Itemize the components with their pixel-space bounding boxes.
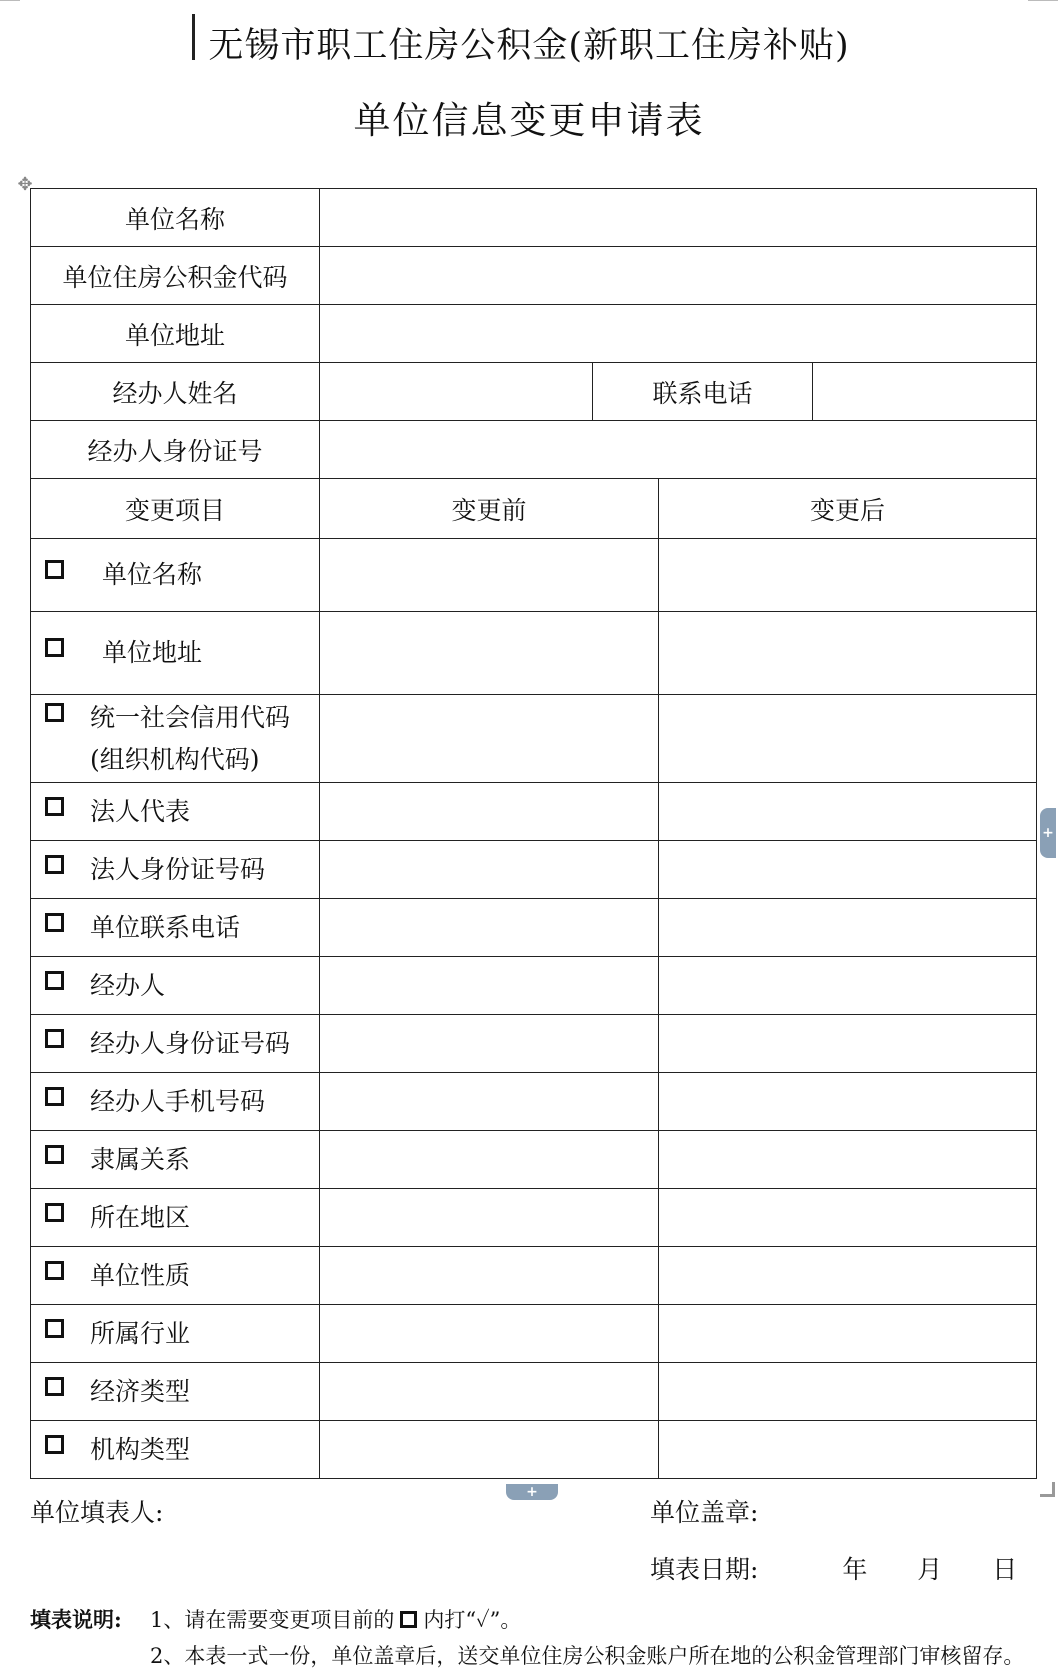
before-field[interactable]	[320, 612, 659, 695]
notes-heading: 填表说明:	[30, 1607, 122, 1632]
before-field[interactable]	[320, 899, 659, 957]
checkbox[interactable]	[45, 1261, 64, 1280]
change-row	[31, 539, 1037, 612]
before-field[interactable]	[320, 783, 659, 841]
after-field[interactable]	[659, 783, 1037, 841]
change-item-cell: 单位性质	[31, 1247, 320, 1305]
change-item-cell: 隶属关系	[31, 1131, 320, 1189]
unit-name-field[interactable]	[320, 189, 1037, 247]
agent-id-label: 经办人身份证号	[31, 421, 320, 479]
checkbox[interactable]	[45, 797, 64, 816]
add-column-button[interactable]: +	[1040, 808, 1056, 858]
after-field[interactable]	[659, 695, 1037, 783]
after-field[interactable]	[659, 1015, 1037, 1073]
row-unit-address	[31, 305, 1037, 363]
change-item-cell: 所属行业	[31, 1305, 320, 1363]
checkbox[interactable]	[45, 1203, 64, 1222]
checkbox[interactable]	[45, 560, 64, 579]
before-field[interactable]	[320, 1131, 659, 1189]
month-label: 月	[917, 1555, 943, 1584]
page-corner-mark-left	[0, 0, 20, 1]
note-2: 2、本表一式一份，单位盖章后，送交单位住房公积金账户所在地的公积金管理部门审核留存。	[150, 1644, 1025, 1668]
after-field[interactable]	[659, 841, 1037, 899]
after-field[interactable]	[659, 539, 1037, 612]
before-field[interactable]	[320, 1015, 659, 1073]
before-field[interactable]	[320, 841, 659, 899]
after-field[interactable]	[659, 899, 1037, 957]
before-field[interactable]	[320, 957, 659, 1015]
document-title: 无锡市职工住房公积金(新职工住房补贴)	[208, 26, 850, 66]
checkbox[interactable]	[45, 638, 64, 657]
agent-name-field[interactable]	[320, 363, 593, 421]
after-field[interactable]	[659, 1421, 1037, 1479]
agent-id-field[interactable]	[320, 421, 1037, 479]
checkbox[interactable]	[45, 1319, 64, 1338]
agent-name-label: 经办人姓名	[31, 363, 320, 421]
after-field[interactable]	[659, 1131, 1037, 1189]
change-item-cell: 经济类型	[31, 1363, 320, 1421]
unit-seal-label: 单位盖章:	[650, 1498, 759, 1527]
checkbox[interactable]	[45, 1377, 64, 1396]
after-field[interactable]	[659, 1189, 1037, 1247]
unit-address-label: 单位地址	[31, 305, 320, 363]
change-row	[31, 899, 1037, 957]
change-row	[31, 783, 1037, 841]
row-agent	[31, 363, 1037, 421]
change-row	[31, 1247, 1037, 1305]
row-unit-name	[31, 189, 1037, 247]
change-form-table	[30, 188, 1037, 1479]
before-header: 变更前	[320, 479, 659, 539]
after-field[interactable]	[659, 1247, 1037, 1305]
change-row	[31, 1363, 1037, 1421]
fill-date	[650, 1550, 1017, 1586]
change-row	[31, 957, 1037, 1015]
table-move-icon[interactable]: ✥	[17, 174, 33, 195]
before-field[interactable]	[320, 695, 659, 783]
change-item-cell: 法人代表	[31, 783, 320, 841]
change-row	[31, 612, 1037, 695]
date-label: 填表日期:	[650, 1555, 759, 1584]
change-row	[31, 1189, 1037, 1247]
checkbox[interactable]	[45, 1087, 64, 1106]
change-row	[31, 1131, 1037, 1189]
change-row	[31, 1421, 1037, 1479]
change-row	[31, 1073, 1037, 1131]
year-label: 年	[842, 1555, 868, 1584]
row-agent-id	[31, 421, 1037, 479]
before-field[interactable]	[320, 1305, 659, 1363]
after-field[interactable]	[659, 1073, 1037, 1131]
change-item-cell: 法人身份证号码	[31, 841, 320, 899]
before-field[interactable]	[320, 1189, 659, 1247]
after-field[interactable]	[659, 1305, 1037, 1363]
change-item-cell: 统一社会信用代码 (组织机构代码)	[31, 695, 320, 783]
change-item-cell: 机构类型	[31, 1421, 320, 1479]
page-corner-mark-right	[1028, 0, 1058, 1]
change-row	[31, 841, 1037, 899]
change-item-header: 变更项目	[31, 479, 320, 539]
change-item-cell: 经办人手机号码	[31, 1073, 320, 1131]
before-field[interactable]	[320, 1247, 659, 1305]
before-field[interactable]	[320, 1363, 659, 1421]
change-item-cell: 单位联系电话	[31, 899, 320, 957]
after-field[interactable]	[659, 957, 1037, 1015]
table-resize-handle[interactable]	[1040, 1482, 1055, 1497]
checkbox[interactable]	[45, 913, 64, 932]
unit-address-field[interactable]	[320, 305, 1037, 363]
fund-code-field[interactable]	[320, 247, 1037, 305]
change-item-cell: 单位名称	[31, 539, 320, 612]
contact-phone-label: 联系电话	[593, 363, 813, 421]
note-1: 1、请在需要变更项目前的 内打“✓”。	[150, 1608, 522, 1632]
row-fund-code	[31, 247, 1037, 305]
change-item-cell: 经办人	[31, 957, 320, 1015]
checkbox-sample-icon	[400, 1611, 417, 1628]
change-item-cell: 所在地区	[31, 1189, 320, 1247]
after-header: 变更后	[659, 479, 1037, 539]
after-field[interactable]	[659, 612, 1037, 695]
day-label: 日	[992, 1555, 1018, 1584]
change-row	[31, 1305, 1037, 1363]
change-item-cell: 单位地址	[31, 612, 320, 695]
checkbox[interactable]	[45, 1435, 64, 1454]
after-field[interactable]	[659, 1363, 1037, 1421]
before-field[interactable]	[320, 1421, 659, 1479]
change-item-cell: 经办人身份证号码	[31, 1015, 320, 1073]
checkbox[interactable]	[45, 855, 64, 874]
change-row	[31, 695, 1037, 783]
unit-name-label: 单位名称	[31, 189, 320, 247]
document-subtitle: 单位信息变更申请表	[353, 99, 705, 142]
change-row	[31, 1015, 1037, 1073]
contact-phone-field[interactable]	[813, 363, 1037, 421]
add-row-button[interactable]: +	[506, 1484, 558, 1500]
checkbox[interactable]	[45, 703, 64, 722]
checkbox[interactable]	[45, 1145, 64, 1164]
change-header-row	[31, 479, 1037, 539]
checkbox[interactable]	[45, 971, 64, 990]
before-field[interactable]	[320, 539, 659, 612]
checkbox[interactable]	[45, 1029, 64, 1048]
fund-code-label: 单位住房公积金代码	[31, 247, 320, 305]
before-field[interactable]	[320, 1073, 659, 1131]
unit-filler-label: 单位填表人:	[30, 1498, 164, 1527]
